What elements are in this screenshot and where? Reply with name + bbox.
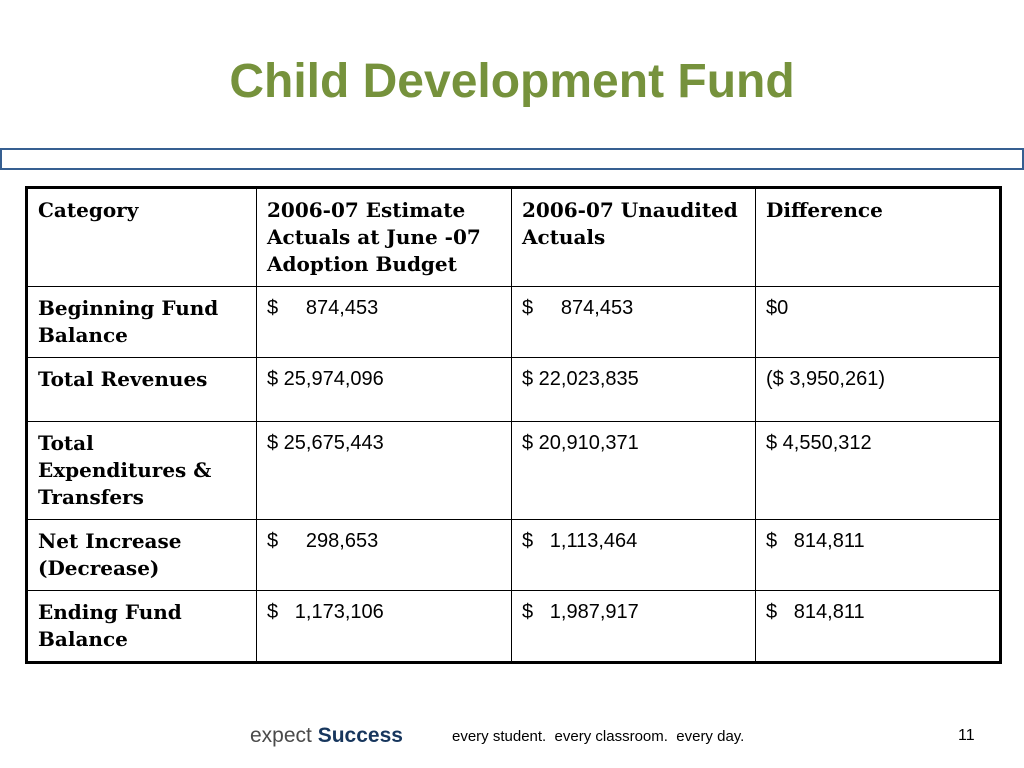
brand-main: Success (317, 724, 403, 747)
row-unaudited-value: $ 22,023,835 (512, 358, 756, 422)
row-estimate-value: $ 25,675,443 (257, 422, 512, 520)
table-row (27, 358, 1001, 422)
row-difference-value: $0 (756, 287, 1001, 358)
row-estimate-value: $ 298,653 (257, 520, 512, 591)
row-difference-value: ($ 3,950,261) (756, 358, 1001, 422)
page-number: 11 (958, 727, 975, 744)
row-difference-value: $ 814,811 (756, 520, 1001, 591)
row-category: Net Increase (Decrease) (27, 520, 257, 591)
row-unaudited-value: $ 20,910,371 (512, 422, 756, 520)
table-row (27, 287, 1001, 358)
brand-prefix: expect (250, 724, 318, 747)
slide-footer (0, 722, 1024, 752)
row-estimate-value: $ 874,453 (257, 287, 512, 358)
row-estimate-value: $ 1,173,106 (257, 591, 512, 663)
table-row (27, 520, 1001, 591)
header-category: Category (27, 188, 257, 287)
row-category: Beginning Fund Balance (27, 287, 257, 358)
row-difference-value: $ 814,811 (756, 591, 1001, 663)
row-category: Total Expenditures & Transfers (27, 422, 257, 520)
row-unaudited-value: $ 1,113,464 (512, 520, 756, 591)
row-unaudited-value: $ 874,453 (512, 287, 756, 358)
footer-tagline: every student. every classroom. every day. (452, 728, 745, 745)
row-difference-value: $ 4,550,312 (756, 422, 1001, 520)
title-divider-bar (0, 148, 1024, 170)
header-unaudited-actuals: 2006-07 Unaudited Actuals (512, 188, 756, 287)
row-unaudited-value: $ 1,987,917 (512, 591, 756, 663)
slide-title: Child Development Fund (229, 55, 795, 108)
header-difference: Difference (756, 188, 1001, 287)
row-category: Ending Fund Balance (27, 591, 257, 663)
brand-logo (250, 722, 403, 750)
fund-summary-table (25, 186, 1002, 664)
table-row (27, 591, 1001, 663)
table-header-row (27, 188, 1001, 287)
table-row (27, 422, 1001, 520)
header-estimate-actuals: 2006-07 Estimate Actuals at June -07 Adoption Budget (257, 188, 512, 287)
row-estimate-value: $ 25,974,096 (257, 358, 512, 422)
row-category: Total Revenues (27, 358, 257, 422)
